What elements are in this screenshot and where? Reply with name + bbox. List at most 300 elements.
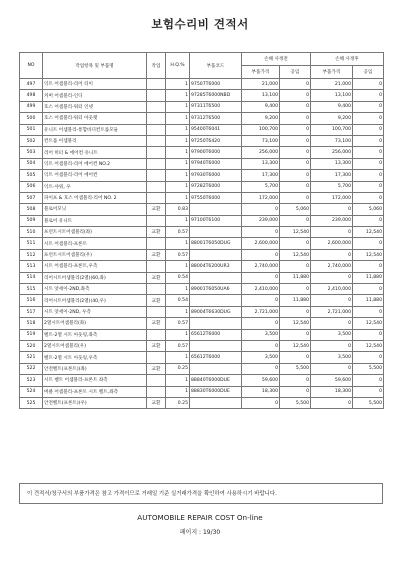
header-item: 작업항목 및 부품명 <box>43 53 147 79</box>
row-after-labor: 5,060 <box>353 204 384 215</box>
table-row <box>20 318 384 329</box>
row-work <box>147 79 166 90</box>
row-hq: 0.57 <box>166 340 190 351</box>
row-item: 파이프 & 호스 어셈블리-리어 NO. 2 <box>43 192 147 203</box>
row-no: 505 <box>20 170 43 181</box>
row-after-parts: 100,700 <box>311 124 353 135</box>
row-item: 시트 앗세이-2ND, 우측 <box>43 306 147 317</box>
row-code: 97550T6000 <box>190 192 242 203</box>
row-item: 시트 어셈블리-프론트,우측 <box>43 261 147 272</box>
row-work <box>147 181 166 192</box>
row-before-parts: 2,410,000 <box>242 284 280 295</box>
row-before-labor: 0 <box>280 101 311 112</box>
row-after-parts: 2,740,000 <box>311 261 353 272</box>
row-no: 507 <box>20 192 43 203</box>
row-before-labor: 0 <box>280 238 311 249</box>
row-after-labor: 0 <box>353 329 384 340</box>
table-row <box>20 329 384 340</box>
row-work <box>147 238 166 249</box>
row-no: 517 <box>20 306 43 317</box>
estimate-table <box>19 52 384 409</box>
row-after-labor: 0 <box>353 90 384 101</box>
table-row <box>20 340 384 351</box>
header-after-parts: 부품가격 <box>311 66 353 79</box>
row-before-labor: 0 <box>280 352 311 363</box>
row-hq: 1 <box>166 386 190 397</box>
table-row <box>20 284 384 295</box>
table-row <box>20 306 384 317</box>
row-item: 블로어 유니트 <box>43 215 147 226</box>
row-after-labor: 0 <box>353 352 384 363</box>
table-row <box>20 113 384 124</box>
row-no: 515 <box>20 284 43 295</box>
row-after-parts: 0 <box>311 204 353 215</box>
row-no: 514 <box>20 272 43 283</box>
row-no: 511 <box>20 238 43 249</box>
row-before-labor: 0 <box>280 158 311 169</box>
row-item: 호스 어셈블리-워터 아웃렛 <box>43 113 147 124</box>
row-before-parts: 0 <box>242 318 280 329</box>
row-no: 518 <box>20 318 43 329</box>
row-code: 95400T6041 <box>190 124 242 135</box>
row-no: 499 <box>20 101 43 112</box>
row-after-labor: 0 <box>353 284 384 295</box>
row-after-labor: 0 <box>353 238 384 249</box>
row-before-parts: 0 <box>242 340 280 351</box>
row-before-parts: 9,200 <box>242 113 280 124</box>
row-after-labor: 0 <box>353 386 384 397</box>
row-no: 504 <box>20 158 43 169</box>
row-after-parts: 17,300 <box>311 170 353 181</box>
row-work <box>147 284 166 295</box>
row-no: 519 <box>20 329 43 340</box>
row-hq: 0.25 <box>166 397 190 408</box>
footer-title: AUTOMOBILE REPAIR COST On-line <box>137 513 263 522</box>
row-before-labor: 0 <box>280 90 311 101</box>
row-hq: 1 <box>166 329 190 340</box>
row-no: 521 <box>20 352 43 363</box>
table-row <box>20 352 384 363</box>
row-before-labor: 5,500 <box>280 397 311 408</box>
table-row <box>20 170 384 181</box>
row-no: 512 <box>20 249 43 260</box>
row-code <box>190 249 242 260</box>
row-after-parts: 2,721,000 <box>311 306 353 317</box>
row-before-parts: 73,100 <box>242 135 280 146</box>
row-after-parts: 0 <box>311 363 353 374</box>
row-before-labor: 0 <box>280 113 311 124</box>
row-code <box>190 227 242 238</box>
row-code: 65612T6000 <box>190 329 242 340</box>
row-item: 리어 히터 & 에어컨 유니트 <box>43 147 147 158</box>
row-after-labor: 0 <box>353 158 384 169</box>
row-code: 97312T6500 <box>190 113 242 124</box>
row-before-parts: 2,600,000 <box>242 238 280 249</box>
table-row <box>20 238 384 249</box>
row-before-labor: 0 <box>280 135 311 146</box>
header-after: 손해 사정후 <box>311 53 384 66</box>
row-before-labor: 12,540 <box>280 318 311 329</box>
row-code: 88840T6000DUE <box>190 375 242 386</box>
row-before-parts: 3,500 <box>242 352 280 363</box>
row-work <box>147 101 166 112</box>
row-before-labor: 5,060 <box>280 204 311 215</box>
row-after-labor: 0 <box>353 113 384 124</box>
row-after-parts: 9,400 <box>311 101 353 112</box>
row-before-parts: 0 <box>242 272 280 283</box>
row-work <box>147 192 166 203</box>
row-no: 508 <box>20 204 43 215</box>
row-item: 벨트-2열 시트 아웃링,우측 <box>43 352 147 363</box>
row-before-parts: 21,000 <box>242 79 280 90</box>
row-hq: 1 <box>166 113 190 124</box>
row-before-parts: 0 <box>242 363 280 374</box>
row-after-parts: 0 <box>311 249 353 260</box>
row-work <box>147 329 166 340</box>
row-after-parts: 0 <box>311 340 353 351</box>
row-work <box>147 352 166 363</box>
row-item: 컨트롤 어셈블리 <box>43 135 147 146</box>
table-row <box>20 227 384 238</box>
row-after-parts: 2,410,000 <box>311 284 353 295</box>
table-row <box>20 249 384 260</box>
row-code: 88001T6050DUG <box>190 238 242 249</box>
row-after-labor: 12,540 <box>353 249 384 260</box>
row-item: 익트-샤워, 우 <box>43 181 147 192</box>
row-before-parts: 13,300 <box>242 158 280 169</box>
row-after-parts: 0 <box>311 227 353 238</box>
row-work: 교환 <box>147 363 166 374</box>
row-hq: 1 <box>166 135 190 146</box>
row-hq: 0.83 <box>166 204 190 215</box>
row-no: 500 <box>20 113 43 124</box>
row-after-labor: 0 <box>353 261 384 272</box>
row-item: 블로어모닛 <box>43 204 147 215</box>
row-before-labor: 0 <box>280 170 311 181</box>
row-before-labor: 12,540 <box>280 340 311 351</box>
row-no: 525 <box>20 397 43 408</box>
row-hq: 1 <box>166 170 190 181</box>
row-work: 교환 <box>147 295 166 306</box>
row-no: 503 <box>20 147 43 158</box>
table-row <box>20 90 384 101</box>
row-after-parts: 0 <box>311 318 353 329</box>
row-code <box>190 318 242 329</box>
row-item: 커버 어셈블리-인디 <box>43 90 147 101</box>
row-hq: 1 <box>166 261 190 272</box>
row-item: 프런트시트어셈블리(좌) <box>43 227 147 238</box>
row-code: 97282T6000 <box>190 181 242 192</box>
row-item: 호스 어셈블리-워터 인넷 <box>43 101 147 112</box>
row-before-parts: 0 <box>242 227 280 238</box>
row-after-labor: 0 <box>353 101 384 112</box>
row-item: 2열시트어셈블리(우) <box>43 340 147 351</box>
row-before-labor: 12,540 <box>280 249 311 260</box>
row-before-parts: 256,000 <box>242 147 280 158</box>
row-after-parts: 172,000 <box>311 192 353 203</box>
row-after-parts: 18,300 <box>311 386 353 397</box>
row-before-parts: 9,400 <box>242 101 280 112</box>
table-row <box>20 204 384 215</box>
row-hq: 0.57 <box>166 227 190 238</box>
row-before-parts: 17,300 <box>242 170 280 181</box>
row-after-labor: 0 <box>353 192 384 203</box>
row-before-parts: 13,100 <box>242 90 280 101</box>
table-row <box>20 101 384 112</box>
row-code: 97940T6000 <box>190 158 242 169</box>
row-after-parts: 9,200 <box>311 113 353 124</box>
row-before-parts: 3,500 <box>242 329 280 340</box>
row-after-parts: 239,000 <box>311 215 353 226</box>
table-row <box>20 386 384 397</box>
row-after-parts: 13,300 <box>311 158 353 169</box>
header-after-labor: 공임 <box>353 66 384 79</box>
row-after-labor: 12,540 <box>353 340 384 351</box>
row-item: 시트 어셈블리-프론트 <box>43 238 147 249</box>
row-hq: 1 <box>166 90 190 101</box>
row-hq: 1 <box>166 352 190 363</box>
row-item: 2열시트어셈블리(좌) <box>43 318 147 329</box>
row-after-labor: 0 <box>353 170 384 181</box>
row-item: 익트 어셈블리-리어 티이 <box>43 79 147 90</box>
table-row <box>20 363 384 374</box>
row-item: 안전벨트(프론트)(우) <box>43 397 147 408</box>
row-work <box>147 261 166 272</box>
row-before-labor: 11,880 <box>280 295 311 306</box>
table-row <box>20 295 384 306</box>
row-after-parts: 0 <box>311 272 353 283</box>
row-work <box>147 113 166 124</box>
row-code: 65612T6000 <box>190 352 242 363</box>
row-after-parts: 2,600,000 <box>311 238 353 249</box>
row-before-labor: 0 <box>280 386 311 397</box>
row-before-labor: 12,540 <box>280 227 311 238</box>
row-after-labor: 0 <box>353 79 384 90</box>
row-item: 유니트 어셈블리-통합바디컨트롤모듈 <box>43 124 147 135</box>
header-no: NO <box>20 53 43 79</box>
row-item: 시트 앗세이-2ND,좌측 <box>43 284 147 295</box>
row-work <box>147 306 166 317</box>
row-after-labor: 12,540 <box>353 318 384 329</box>
row-hq: 1 <box>166 79 190 90</box>
row-no: 524 <box>20 386 43 397</box>
row-after-parts: 256,000 <box>311 147 353 158</box>
row-after-labor: 5,500 <box>353 363 384 374</box>
row-after-labor: 0 <box>353 375 384 386</box>
row-hq: 1 <box>166 124 190 135</box>
table-row <box>20 397 384 408</box>
row-before-parts: 2,740,000 <box>242 261 280 272</box>
header-code: 부품코드 <box>190 53 242 79</box>
row-code: 89001T6050UA6 <box>190 284 242 295</box>
row-no: 516 <box>20 295 43 306</box>
header-work: 작업 <box>147 53 166 79</box>
row-code: 97507T6000 <box>190 79 242 90</box>
table-row <box>20 192 384 203</box>
row-work <box>147 124 166 135</box>
row-hq: 1 <box>166 238 190 249</box>
row-after-labor: 0 <box>353 124 384 135</box>
row-code <box>190 397 242 408</box>
row-no: 497 <box>20 79 43 90</box>
row-before-parts: 0 <box>242 204 280 215</box>
row-item: 버클 어셈블리-프론트 시트 벨트,좌측 <box>43 386 147 397</box>
row-code <box>190 204 242 215</box>
row-work: 교환 <box>147 397 166 408</box>
row-after-parts: 13,100 <box>311 90 353 101</box>
table-row <box>20 124 384 135</box>
table-row <box>20 79 384 90</box>
row-work <box>147 375 166 386</box>
table-row <box>20 181 384 192</box>
row-after-labor: 11,880 <box>353 295 384 306</box>
row-hq: 1 <box>166 375 190 386</box>
row-before-labor: 0 <box>280 192 311 203</box>
row-after-labor: 11,880 <box>353 272 384 283</box>
row-work <box>147 170 166 181</box>
row-no: 513 <box>20 261 43 272</box>
row-before-parts: 239,000 <box>242 215 280 226</box>
row-work <box>147 135 166 146</box>
row-work <box>147 386 166 397</box>
row-before-parts: 100,700 <box>242 124 280 135</box>
row-item: 안전벨트(프론트)(좌) <box>43 363 147 374</box>
row-item: 시트 벨트 어셈블리-프론트 좌측 <box>43 375 147 386</box>
row-before-labor: 0 <box>280 181 311 192</box>
row-before-labor: 0 <box>280 284 311 295</box>
row-work: 교환 <box>147 318 166 329</box>
row-hq: 0.57 <box>166 318 190 329</box>
row-after-parts: 3,500 <box>311 329 353 340</box>
row-before-labor: 11,880 <box>280 272 311 283</box>
row-after-parts: 73,100 <box>311 135 353 146</box>
row-code <box>190 363 242 374</box>
row-no: 510 <box>20 227 43 238</box>
table-row <box>20 135 384 146</box>
row-before-parts: 0 <box>242 397 280 408</box>
row-work: 교환 <box>147 340 166 351</box>
row-hq: 0.54 <box>166 272 190 283</box>
row-before-parts: 2,721,000 <box>242 306 280 317</box>
row-no: 498 <box>20 90 43 101</box>
table-row <box>20 147 384 158</box>
row-work <box>147 215 166 226</box>
row-code <box>190 340 242 351</box>
row-no: 509 <box>20 215 43 226</box>
row-before-parts: 59,600 <box>242 375 280 386</box>
row-before-parts: 18,300 <box>242 386 280 397</box>
row-after-labor: 0 <box>353 215 384 226</box>
row-before-labor: 0 <box>280 79 311 90</box>
row-before-labor: 0 <box>280 329 311 340</box>
row-before-parts: 5,700 <box>242 181 280 192</box>
row-hq: 1 <box>166 101 190 112</box>
row-no: 506 <box>20 181 43 192</box>
row-hq: 1 <box>166 284 190 295</box>
row-before-labor: 5,500 <box>280 363 311 374</box>
row-after-parts: 21,000 <box>311 79 353 90</box>
row-code <box>190 272 242 283</box>
row-code <box>190 295 242 306</box>
table-row <box>20 215 384 226</box>
row-code: 97900T6000 <box>190 147 242 158</box>
row-work <box>147 90 166 101</box>
row-hq: 0.54 <box>166 295 190 306</box>
row-after-labor: 12,540 <box>353 227 384 238</box>
row-no: 520 <box>20 340 43 351</box>
row-before-labor: 0 <box>280 261 311 272</box>
row-hq: 1 <box>166 215 190 226</box>
row-item: 프런트시트어셈블리(우) <box>43 249 147 260</box>
row-hq: 1 <box>166 192 190 203</box>
row-no: 502 <box>20 135 43 146</box>
row-work: 교환 <box>147 227 166 238</box>
page-number: 페이지 : 19/30 <box>179 529 221 536</box>
row-work: 교환 <box>147 272 166 283</box>
row-before-parts: 0 <box>242 295 280 306</box>
row-after-parts: 5,700 <box>311 181 353 192</box>
notice-box: 이 견적서/청구서의 부품가격은 참고 가격이므로 거래일 기준 실거래가격을 확인하여 사용하시기 바랍니다. <box>19 483 383 504</box>
row-before-labor: 0 <box>280 375 311 386</box>
row-code: 97100T6100 <box>190 215 242 226</box>
row-work: 교환 <box>147 249 166 260</box>
row-before-labor: 0 <box>280 306 311 317</box>
row-after-labor: 0 <box>353 147 384 158</box>
row-item: 벨트-2열 시트 아웃링,좌측 <box>43 329 147 340</box>
row-before-labor: 0 <box>280 147 311 158</box>
row-hq: 1 <box>166 306 190 317</box>
row-after-parts: 3,500 <box>311 352 353 363</box>
row-hq: 0.57 <box>166 249 190 260</box>
row-work: 교환 <box>147 204 166 215</box>
table-row <box>20 261 384 272</box>
row-code: 88004T6200UR3 <box>190 261 242 272</box>
row-no: 523 <box>20 375 43 386</box>
page-title: 보험수리비 견적서 <box>151 17 249 31</box>
header-before-parts: 부품가격 <box>242 66 280 79</box>
row-after-labor: 0 <box>353 306 384 317</box>
row-after-labor: 0 <box>353 181 384 192</box>
table-row <box>20 272 384 283</box>
table-row <box>20 375 384 386</box>
row-item: 리어시트어셈블리(2열)(40,우) <box>43 295 147 306</box>
row-code: 88830T6000DUE <box>190 386 242 397</box>
header-before: 손해 사정전 <box>242 53 311 66</box>
row-no: 522 <box>20 363 43 374</box>
header-hq: H.Q.% <box>166 53 190 79</box>
row-before-parts: 172,000 <box>242 192 280 203</box>
row-work <box>147 158 166 169</box>
row-before-parts: 0 <box>242 249 280 260</box>
row-code: 97285T6000NBD <box>190 90 242 101</box>
row-code: 89004T6630DUG <box>190 306 242 317</box>
estimate-rows <box>20 79 384 409</box>
row-before-labor: 0 <box>280 215 311 226</box>
row-hq: 1 <box>166 181 190 192</box>
table-row <box>20 158 384 169</box>
row-after-labor: 5,500 <box>353 397 384 408</box>
row-hq: 0.25 <box>166 363 190 374</box>
row-code: 97930T6000 <box>190 170 242 181</box>
row-before-labor: 0 <box>280 124 311 135</box>
row-item: 리어시트어셈블리(2열)(60,좌) <box>43 272 147 283</box>
row-hq: 1 <box>166 147 190 158</box>
row-after-parts: 0 <box>311 397 353 408</box>
row-after-parts: 59,600 <box>311 375 353 386</box>
row-work <box>147 147 166 158</box>
header-before-labor: 공임 <box>280 66 311 79</box>
row-after-labor: 0 <box>353 135 384 146</box>
